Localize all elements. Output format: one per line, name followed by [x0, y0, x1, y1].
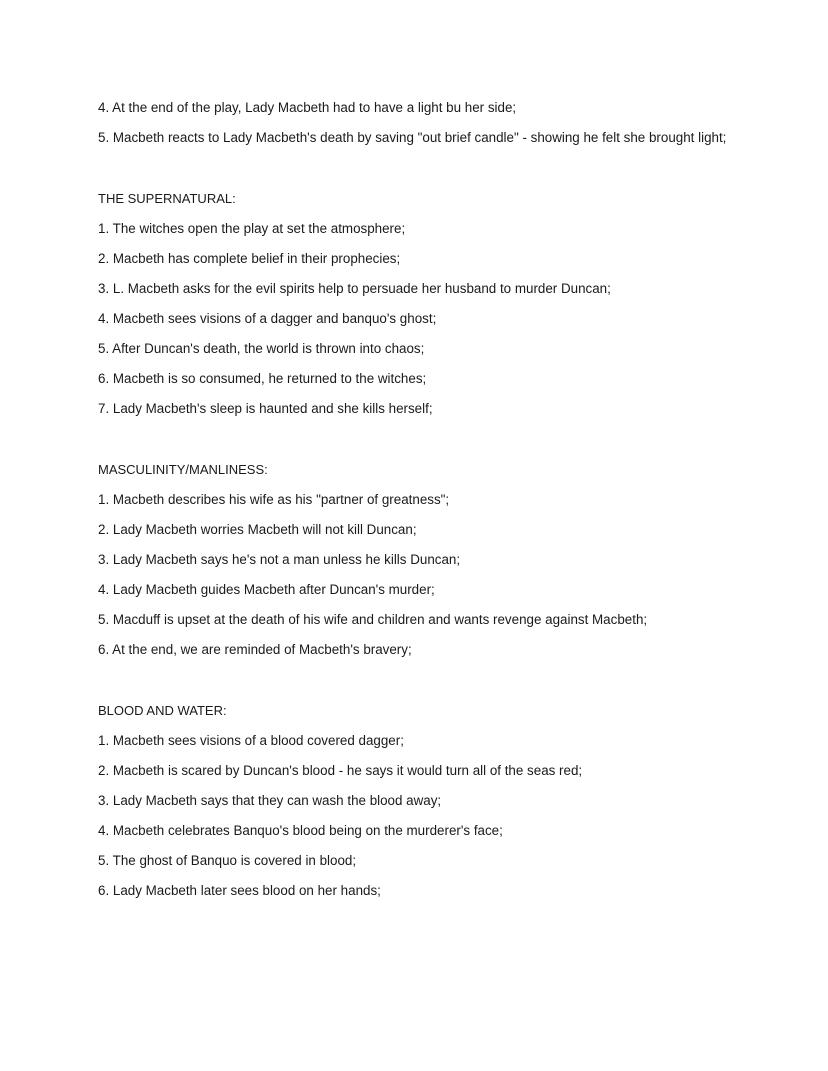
section-light-continued [98, 98, 738, 147]
list-item: 1. Macbeth sees visions of a blood covered dagger; [98, 733, 404, 748]
section-supernatural [98, 189, 738, 418]
list-item: 4. At the end of the play, Lady Macbeth had to have a light bu her side; [98, 100, 517, 115]
list-item: 5. The ghost of Banquo is covered in blood; [98, 853, 357, 868]
list-item: 7. Lady Macbeth's sleep is haunted and she kills herself; [98, 401, 433, 416]
section-heading: THE SUPERNATURAL: [98, 191, 236, 206]
list-item: 3. Lady Macbeth says he's not a man unless he kills Duncan; [98, 552, 461, 567]
list-item: 5. Macbeth reacts to Lady Macbeth's death by saving "out brief candle" - showing he felt she brought light; [98, 130, 727, 145]
list-item: 1. The witches open the play at set the atmosphere; [98, 221, 406, 236]
section-heading: BLOOD AND WATER: [98, 703, 227, 718]
list-item: 4. Lady Macbeth guides Macbeth after Duncan's murder; [98, 582, 435, 597]
list-item: 6. Lady Macbeth later sees blood on her hands; [98, 883, 381, 898]
list-item: 2. Lady Macbeth worries Macbeth will not kill Duncan; [98, 522, 417, 537]
list-item: 5. Macduff is upset at the death of his wife and children and wants revenge against Macbeth; [98, 612, 648, 627]
section-masculinity [98, 460, 738, 659]
list-item: 6. At the end, we are reminded of Macbeth's bravery; [98, 642, 412, 657]
list-item: 1. Macbeth describes his wife as his "partner of greatness"; [98, 492, 450, 507]
section-blood-and-water [98, 701, 738, 900]
list-item: 2. Macbeth has complete belief in their prophecies; [98, 251, 401, 266]
list-item: 3. Lady Macbeth says that they can wash the blood away; [98, 793, 442, 808]
list-item: 4. Macbeth sees visions of a dagger and banquo's ghost; [98, 311, 437, 326]
section-heading: MASCULINITY/MANLINESS: [98, 462, 268, 477]
list-item: 3. L. Macbeth asks for the evil spirits help to persuade her husband to murder Duncan; [98, 281, 611, 296]
list-item: 5. After Duncan's death, the world is thrown into chaos; [98, 341, 425, 356]
list-item: 2. Macbeth is scared by Duncan's blood - he says it would turn all of the seas red; [98, 763, 583, 778]
list-item: 6. Macbeth is so consumed, he returned to the witches; [98, 371, 427, 386]
list-item: 4. Macbeth celebrates Banquo's blood being on the murderer's face; [98, 823, 503, 838]
document-page [98, 98, 738, 911]
